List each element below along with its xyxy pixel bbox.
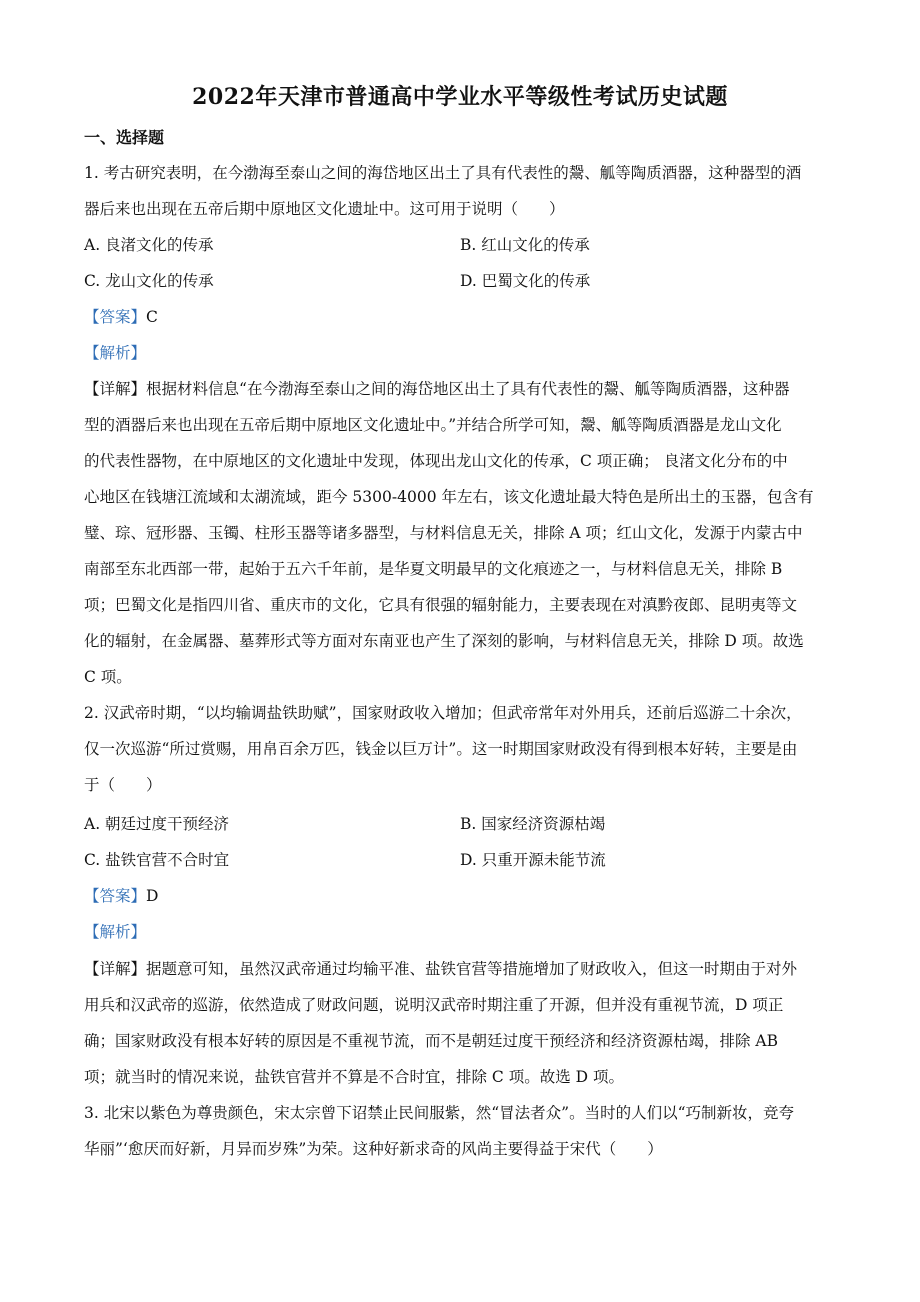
page-title: 2022年天津市普通高中学业水平等级性考试历史试题	[192, 84, 728, 110]
q1-detail-line	[84, 379, 844, 399]
q2-option-a: A. 朝廷过度干预经济	[84, 815, 230, 833]
q2-option-c: C. 盐铁官营不合时宜	[84, 851, 230, 869]
q1-detail-line: 心地区在钱塘江流域和太湖流域，距今 5300-4000 年左右，该文化遗址最大特色是所出土的玉器，包含有	[84, 488, 814, 506]
q1-option-a: A. 良渚文化的传承	[84, 236, 214, 254]
answer-tag: 【答案】	[84, 887, 147, 905]
detail-tag: 【详解】	[84, 380, 147, 398]
q2-stem-line: 仅一次巡游“所过赏赐，用帛百余万匹，钱金以巨万计”。这一时期国家财政没有得到根本好转，主要是由	[84, 740, 798, 758]
q3-stem-line: 华丽”‘愈厌而好新，月异而岁殊”为荣。这种好新求奇的风尚主要得益于宋代（ ）	[84, 1140, 663, 1158]
q1-detail-line: 型的酒器后来也出现在五帝后期中原地区文化遗址中。”并结合所学可知，鬶、觚等陶质酒器是龙山文化	[84, 416, 782, 434]
q2-answer	[84, 886, 844, 906]
q2-analysis-tag: 【解析】	[84, 923, 147, 941]
section-heading: 一、选择题	[84, 128, 165, 147]
q2-detail-line: 用兵和汉武帝的巡游，依然造成了财政问题，说明汉武帝时期注重了开源，但并没有重视节流，D 项正	[84, 996, 784, 1014]
detail-text: 据题意可知，虽然汉武帝通过均输平准、盐铁官营等措施增加了财政收入，但这一时期由于对外	[146, 960, 798, 978]
q2-option-b: B. 国家经济资源枯竭	[460, 815, 606, 833]
q1-detail-line: C 项。	[84, 668, 132, 686]
q2-detail-line: 确；国家财政没有根本好转的原因是不重视节流，而不是朝廷过度干预经济和经济资源枯竭，排除 AB	[84, 1032, 779, 1050]
q1-option-b: B. 红山文化的传承	[460, 236, 590, 254]
answer-value: C	[146, 308, 158, 326]
q1-analysis-tag: 【解析】	[84, 344, 147, 362]
answer-tag: 【答案】	[84, 308, 147, 326]
q1-stem-line: 1. 考古研究表明，在今渤海至泰山之间的海岱地区出土了具有代表性的鬶、觚等陶质酒器，这种器型的酒	[84, 164, 802, 182]
q1-detail-line: 的代表性器物，在中原地区的文化遗址中发现，体现出龙山文化的传承，C 项正确； 良渚文化分布的中	[84, 452, 788, 470]
q1-stem-line: 器后来也出现在五帝后期中原地区文化遗址中。这可用于说明（ ）	[84, 200, 565, 218]
answer-value: D	[146, 887, 159, 905]
q2-stem-line: 于（ ）	[84, 776, 162, 794]
q1-detail-line: 璧、琮、冠形器、玉镯、柱形玉器等诸多器型，与材料信息无关，排除 A 项；红山文化，发源于内蒙古中	[84, 524, 803, 542]
q1-detail-line: 项；巴蜀文化是指四川省、重庆市的文化，它具有很强的辐射能力，主要表现在对滇黔夜郎、昆明夷等文	[84, 596, 798, 614]
q3-stem-line: 3. 北宋以紫色为尊贵颜色，宋太宗曾下诏禁止民间服紫，然“冒法者众”。当时的人们以“巧制新妆，竞夸	[84, 1104, 794, 1122]
q1-detail-line: 南部至东北西部一带，起始于五六千年前，是华夏文明最早的文化痕迹之一，与材料信息无关，排除 B	[84, 560, 783, 578]
q1-option-d: D. 巴蜀文化的传承	[460, 272, 591, 290]
q1-detail-line: 化的辐射，在金属器、墓葬形式等方面对东南亚也产生了深刻的影响，与材料信息无关，排除 D 项。故选	[84, 632, 804, 650]
q2-detail-line: 项；就当时的情况来说，盐铁官营并不算是不合时宜，排除 C 项。故选 D 项。	[84, 1068, 624, 1086]
q2-detail-line	[84, 959, 844, 979]
q1-answer	[84, 307, 844, 327]
detail-tag: 【详解】	[84, 960, 147, 978]
q2-option-d: D. 只重开源未能节流	[460, 851, 606, 869]
detail-text: 根据材料信息“在今渤海至泰山之间的海岱地区出土了具有代表性的鬶、觚等陶质酒器，这种器	[146, 380, 790, 398]
q2-stem-line: 2. 汉武帝时期，“以均输调盐铁助赋”，国家财政收入增加；但武帝常年对外用兵，还前后巡游二十余次，	[84, 704, 802, 722]
q1-option-c: C. 龙山文化的传承	[84, 272, 214, 290]
